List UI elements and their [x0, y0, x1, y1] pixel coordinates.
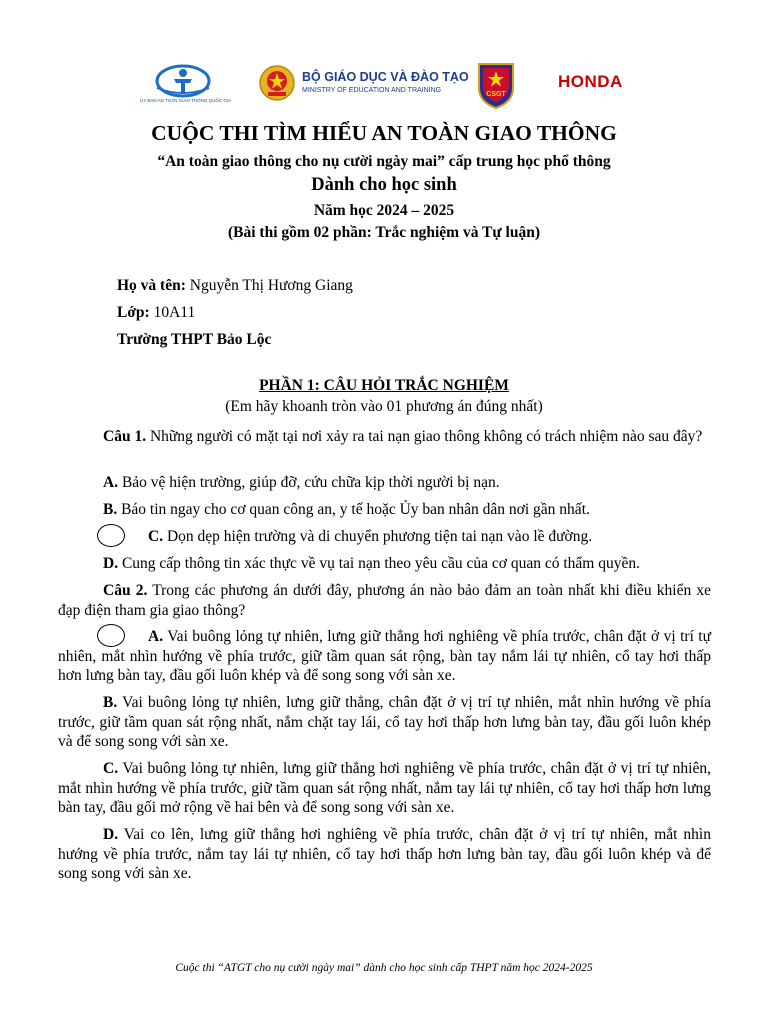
csgt-text: CSGT — [486, 91, 506, 98]
student-class-line — [117, 304, 195, 322]
option-label: A. — [103, 474, 119, 491]
option-text: Vai buông lỏng tự nhiên, lưng giữ thẳng, chân đặt ở vị trí tự nhiên, mắt nhìn hướng về phía trước, giữ tầm quan sát rộng nhất, nắm chặt tay lái, cổ tay hơi thấp hơn lưng bàn tay, đầu gối luôn khép và để song song với sàn xe. — [58, 694, 711, 750]
answer-circle — [97, 524, 125, 547]
school-year: Năm học 2024 – 2025 — [313, 202, 455, 219]
option-label: B. — [103, 694, 118, 711]
option-text: Vai buông lỏng tự nhiên, lưng giữ thẳng hơi nghiêng về phía trước, chân đặt ở vị trí tự nhiên, mắt nhìn hướng về phía trước, giữ tầm quan sát rộng nhất, nắm tay lái tự nhiên, cổ tay hơi thấp hơn lưng bàn tay, đầu gối mở rộng về hai bên và để song song với sàn xe. — [58, 760, 711, 816]
option-text: Bảo vệ hiện trường, giúp đỡ, cứu chữa kịp thời người bị nạn. — [118, 474, 500, 491]
answer-circle — [97, 624, 125, 647]
question-2 — [58, 581, 711, 620]
ministry-name: BỘ GIÁO DỤC VÀ ĐÀO TẠO — [302, 70, 469, 84]
question-text: Những người có mặt tại nơi xảy ra tai nạn giao thông không có trách nhiệm nào sau đây? — [146, 428, 703, 445]
option-1c — [58, 527, 711, 547]
traffic-safety-committee-logo — [140, 64, 232, 108]
option-letter: C. — [148, 528, 164, 545]
audience-line: Dành cho học sinh — [311, 175, 457, 195]
ministry-english-name: MINISTRY OF EDUCATION AND TRAINING — [302, 87, 442, 94]
ministry-of-education-logo — [258, 64, 469, 104]
honda-logo: HONDA — [558, 72, 623, 91]
option-label — [103, 627, 163, 647]
option-label: C. — [103, 760, 119, 777]
option-text: Vai co lên, lưng giữ thẳng hơi nghiêng về phía trước, chân đặt ở vị trí tự nhiên, mắt nhìn hướng về phía trước, nắm tay lái tự nhiên, cổ tay hơi thấp hơn lưng bàn tay, đầu gối luôn khép và để song song với sàn xe. — [58, 826, 711, 882]
option-text: Dọn dẹp hiện trường và di chuyển phương tiện tai nạn vào lề đường. — [163, 528, 593, 545]
option-2c — [58, 759, 711, 818]
option-1b — [58, 500, 711, 520]
option-1d — [58, 554, 711, 574]
contest-title: CUỘC THI TÌM HIỂU AN TOÀN GIAO THÔNG — [151, 121, 617, 145]
student-name-line — [117, 277, 353, 295]
name-value: Nguyễn Thị Hương Giang — [185, 277, 353, 294]
name-label: Họ và tên: — [117, 277, 186, 294]
class-value: 10A11 — [149, 304, 196, 321]
option-2b — [58, 693, 711, 752]
part-1-heading: PHẦN 1: CÂU HỎI TRẮC NGHIỆM — [259, 377, 509, 394]
option-text: Báo tin ngay cho cơ quan công an, y tế hoặc Ủy ban nhân dân nơi gần nhất. — [117, 501, 590, 518]
option-2d — [58, 825, 711, 884]
question-1 — [58, 427, 711, 447]
student-school: Trường THPT Bảo Lộc — [117, 331, 272, 348]
committee-caption: ỦY BAN AN TOÀN GIAO THÔNG QUỐC GIA — [140, 98, 232, 103]
option-label: D. — [103, 555, 119, 572]
question-text: Trong các phương án dưới đây, phương án nào bảo đảm an toàn nhất khi điều khiển xe đạp điện tham gia giao thông? — [58, 582, 711, 619]
class-label: Lớp: — [117, 304, 150, 321]
option-label — [103, 527, 163, 547]
option-letter: A. — [148, 628, 164, 645]
option-label: D. — [103, 826, 119, 843]
option-text: Vai buông lỏng tự nhiên, lưng giữ thẳng hơi nghiêng về phía trước, chân đặt ở vị trí tự nhiên, mắt nhìn hướng về phía trước, giữ tầm quan sát rộng, bàn tay nắm lái tự nhiên, cổ tay hơi thấp hơn lưng bàn tay, đầu gối luôn khép và để song song với sàn xe. — [58, 628, 711, 684]
option-1a — [58, 473, 711, 493]
option-label: B. — [103, 501, 118, 518]
traffic-police-badge — [475, 60, 517, 110]
question-label: Câu 2. — [103, 582, 148, 599]
contest-subtitle: “An toàn giao thông cho nụ cười ngày mai” cấp trung học phổ thông — [157, 153, 611, 170]
option-text: Cung cấp thông tin xác thực về vụ tai nạn theo yêu cầu của cơ quan có thẩm quyền. — [118, 555, 640, 572]
logo-row — [0, 60, 768, 110]
national-emblem-icon — [258, 64, 296, 102]
exam-structure-note: (Bài thi gồm 02 phần: Trắc nghiệm và Tự luận) — [227, 224, 541, 241]
question-label: Câu 1. — [103, 428, 147, 445]
page-footer: Cuộc thi “ATGT cho nụ cười ngày mai” dành cho học sinh cấp THPT năm học 2024-2025 — [175, 962, 593, 974]
option-2a — [58, 627, 711, 686]
part-1-instruction: (Em hãy khoanh tròn vào 01 phương án đúng nhất) — [225, 398, 543, 415]
